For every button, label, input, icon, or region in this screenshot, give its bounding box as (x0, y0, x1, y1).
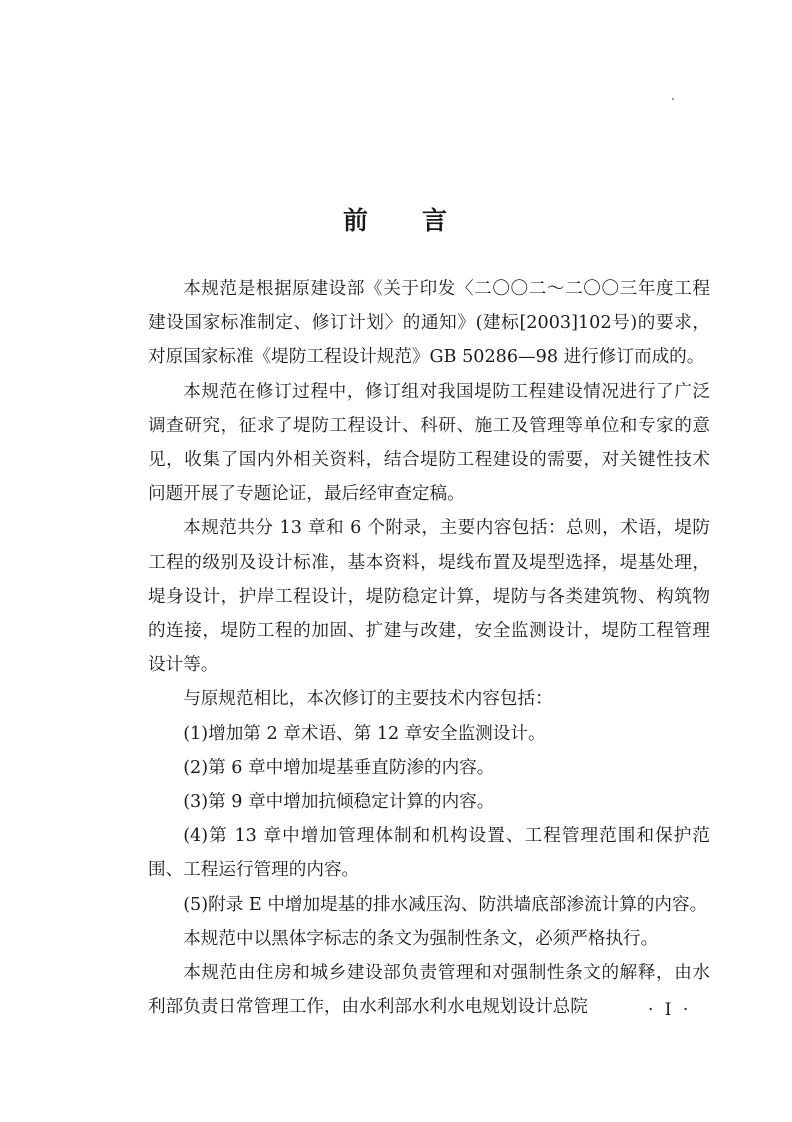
paragraph: 与原规范相比，本次修订的主要技术内容包括： (183, 689, 553, 710)
list-item: (2)第 6 章中增加堤基垂直防渗的内容。 (183, 757, 495, 778)
preface-body (148, 272, 710, 1024)
paragraph: 本规范共分 13 章和 6 个附录，主要内容包括：总则，术语，堤防工程的级别及设计标准，基本资料，堤线布置及堤型选择，堤基处理，堤身设计，护岸工程设计，堤防稳定计算，堤防与各类建筑物、构筑物的连接，堤防工程的加固、扩建与改建，安全监测设计，堤防工程管理设计等。 (148, 518, 710, 676)
list-item: (1)增加第 2 章术语、第 12 章安全监测设计。 (183, 723, 546, 744)
list-item: (3)第 9 章中增加抗倾稳定计算的内容。 (183, 792, 495, 813)
page-number: · I · (648, 1000, 692, 1020)
paragraph: 本规范是根据原建设部《关于印发〈二〇〇二～二〇〇三年度工程建设国家标准制定、修订计划〉的通知》(建标[2003]102号)的要求，对原国家标准《堤防工程设计规范》GB 50286—98 进行修订而成的。 (148, 279, 710, 368)
paragraph: 本规范中以黑体字标志的条文为强制性条文，必须严格执行。 (183, 928, 659, 949)
paragraph: 本规范由住房和城乡建设部负责管理和对强制性条文的解释，由水利部负责日常管理工作，由水利部水利水电规划设计总院 (148, 963, 710, 1018)
scan-artifact-dot (672, 98, 674, 100)
title-char-2: 言 (422, 205, 450, 235)
page-title (0, 201, 792, 237)
paragraph: 本规范在修订过程中，修订组对我国堤防工程建设情况进行了广泛调查研究，征求了堤防工程设计、科研、施工及管理等单位和专家的意见，收集了国内外相关资料，结合堤防工程建设的需要，对关键性技术问题开展了专题论证，最后经审查定稿。 (148, 381, 710, 505)
list-item: (5)附录 E 中增加堤基的排水减压沟、防洪墙底部渗流计算的内容。 (183, 894, 708, 915)
list-item: (4)第 13 章中增加管理体制和机构设置、工程管理范围和保护范围、工程运行管理的内容。 (148, 826, 710, 881)
title-char-1: 前 (342, 205, 370, 235)
